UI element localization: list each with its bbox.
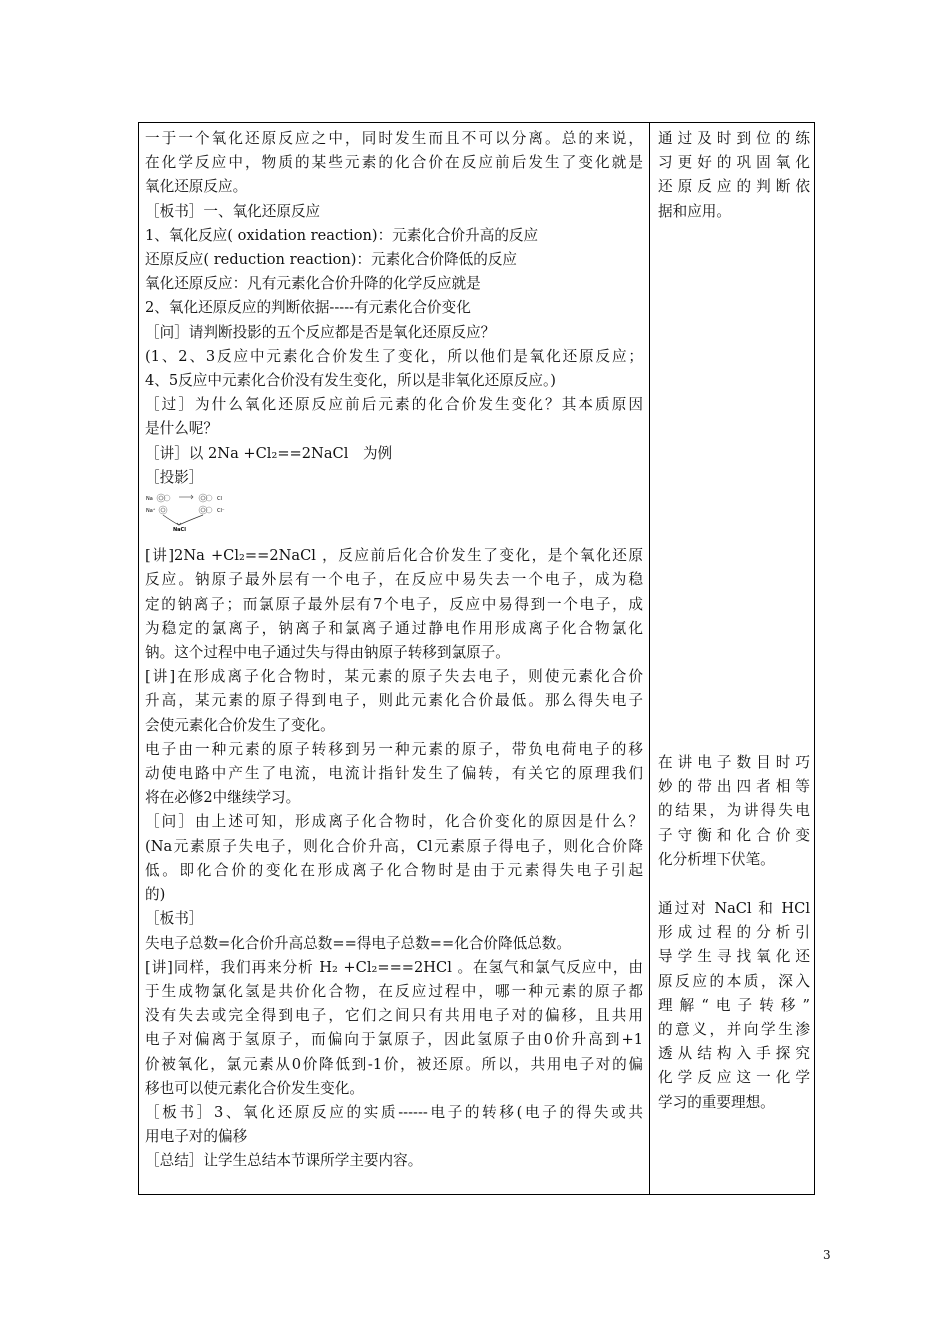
figure-label-na-ion: Na⁺ [146, 508, 156, 515]
text-line: ［总结］让学生总结本节课所学主要内容。 [145, 1152, 423, 1170]
text-line: 电子由一种元素的原子转移到另一种元素的原子，带负电荷电子的移 [145, 740, 643, 758]
text-line: 在化学反应中，物质的某些元素的化合价在反应前后发生了变化就是 [145, 154, 643, 172]
text-line: 升高，某元素的原子得到电子，则此元素化合价最低。那么得失电子 [145, 692, 643, 710]
side-note-line: 学习的重要理想。 [658, 1093, 775, 1111]
text-line: 失电子总数=化合价升高总数==得电子总数==化合价降低总数。 [145, 934, 571, 952]
text-line: 移也可以使元素化合价发生变化。 [145, 1079, 364, 1097]
page-number: 3 [823, 1248, 831, 1262]
text-line: 将在必修2中继续学习。 [145, 789, 301, 807]
text-line: ［投影］ [145, 468, 204, 486]
text-line: 低。即化合价的变化在形成离子化合物时是由于元素得失电子引起 [145, 861, 643, 879]
side-note-2 [658, 751, 810, 872]
text-line: 一于一个氧化还原反应之中，同时发生而且不可以分离。总的来说， [145, 130, 643, 147]
text-line: 1、氧化反应( oxidation reaction)：元素化合价升高的反应 [145, 226, 539, 244]
text-line: 氧化还原反应。 [145, 178, 248, 196]
side-note-line: 通过及时到位的练 [658, 130, 810, 147]
side-notes-cell [658, 127, 810, 1111]
figure-label-cl-ion: Cl⁻ [217, 508, 225, 515]
text-line: ［板书］ [145, 910, 204, 928]
text-line: [讲]2Na +Cl₂==2NaCl ，反应前后化合价发生了变化，是个氧化还原 [145, 547, 643, 565]
lesson-table [138, 122, 815, 1195]
side-note-line: 导学生寻找氧化还 [658, 948, 810, 966]
text-line: ［问］由上述可知，形成离子化合物时，化合价变化的原因是什么？ [145, 813, 643, 831]
text-line: 2、氧化还原反应的判断依据-----有元素化合价变化 [145, 299, 471, 317]
text-line: 没有失去或完全得到电子，它们之间只有共用电子对的偏移，且共用 [145, 1007, 643, 1025]
side-note-line: 据和应用。 [658, 202, 731, 220]
text-line: 钠。这个过程中电子通过失与得由钠原子转移到氯原子。 [145, 644, 510, 662]
side-note-line: 习更好的巩固氧化 [658, 154, 810, 172]
text-line: ［板书］3、氧化还原反应的实质------电子的转移(电子的得失或共 [145, 1103, 643, 1121]
text-line: 还原反应( reduction reaction)：元素化合价降低的反应 [145, 251, 518, 269]
text-line: 于生成物氯化氢是共价化合物，在反应过程中，哪一种元素的原子都 [145, 982, 643, 1000]
text-line: 价被氧化，氯元素从0价降低到-1价，被还原。所以，共用电子对的偏 [145, 1055, 643, 1073]
side-note-line: 原反应的本质，深入 [658, 972, 810, 990]
side-note-line: 还原反应的判断依 [658, 178, 810, 196]
text-line: 反应。钠原子最外层有一个电子，在反应中易失去一个电子，成为稳 [145, 571, 643, 589]
text-line: [讲]在形成离子化合物时，某元素的原子失去电子，则使元素化合价 [145, 668, 643, 686]
nacl-formation-figure [145, 492, 249, 532]
side-note-line: 化学反应这一化学 [658, 1069, 810, 1087]
text-line: 为稳定的氯离子，钠离子和氯离子通过静电作用形成离子化合物氯化 [145, 619, 643, 637]
text-line: ［问］请判断投影的五个反应都是否是氧化还原反应？ [145, 323, 496, 341]
text-line: ［过］为什么氧化还原反应前后元素的化合价发生变化？其本质原因 [145, 396, 643, 414]
side-note-line: 透从结构入手探究 [658, 1045, 810, 1063]
side-note-line: 子守衡和化合价变 [658, 826, 810, 844]
side-note-line: 理解“电子转移” [658, 996, 810, 1014]
text-line: 氧化还原反应：凡有元素化合价升降的化学反应就是 [145, 275, 481, 293]
side-note-1 [658, 127, 810, 224]
side-note-line: 妙的带出四者相等 [658, 778, 810, 796]
text-line: 4、5反应中元素化合价没有发生变化，所以是非氧化还原反应。) [145, 372, 556, 390]
side-note-line: 化分析埋下伏笔。 [658, 850, 775, 868]
text-line: 电子对偏离于氢原子，而偏向于氯原子，因此氢原子由0价升高到+1 [145, 1031, 643, 1049]
text-line: 的) [145, 886, 166, 904]
main-content-cell [145, 127, 643, 1174]
text-line: ［板书］一、氧化还原反应 [145, 202, 321, 220]
figure-label-nacl: NaCl [173, 527, 186, 533]
text-line: 用电子对的偏移 [145, 1128, 248, 1146]
text-line: (1、2、3反应中元素化合价发生了变化，所以他们是氧化还原反应； [145, 347, 643, 365]
text-line: 动使电路中产生了电流，电流计指针发生了偏转，有关它的原理我们 [145, 765, 643, 783]
text-line: 是什么呢？ [145, 420, 218, 438]
text-line: [讲]同样，我们再来分析 H₂ +Cl₂===2HCl 。在氢气和氯气反应中，由 [145, 958, 643, 976]
side-note-line: 通过对 NaCl 和 HCl [658, 900, 810, 917]
column-divider [649, 123, 650, 1194]
text-line: (Na元素原子失电子，则化合价升高，Cl元素原子得电子，则化合价降 [145, 837, 643, 855]
figure-label-cl: Cl [217, 496, 222, 503]
side-note-line: 在讲电子数目时巧 [658, 754, 810, 771]
side-note-line: 的结果，为讲得失电 [658, 802, 810, 820]
text-line: 会使元素化合价发生了变化。 [145, 716, 335, 734]
figure-label-na: Na [146, 496, 153, 503]
text-line: 定的钠离子；而氯原子最外层有7个电子，反应中易得到一个电子，成 [145, 595, 643, 613]
text-line: ［讲］以 2Na +Cl₂==2NaCl 为例 [145, 444, 393, 462]
side-note-line: 形成过程的分析引 [658, 924, 810, 942]
side-note-3 [658, 897, 810, 1115]
side-note-line: 的意义，并向学生渗 [658, 1021, 810, 1039]
